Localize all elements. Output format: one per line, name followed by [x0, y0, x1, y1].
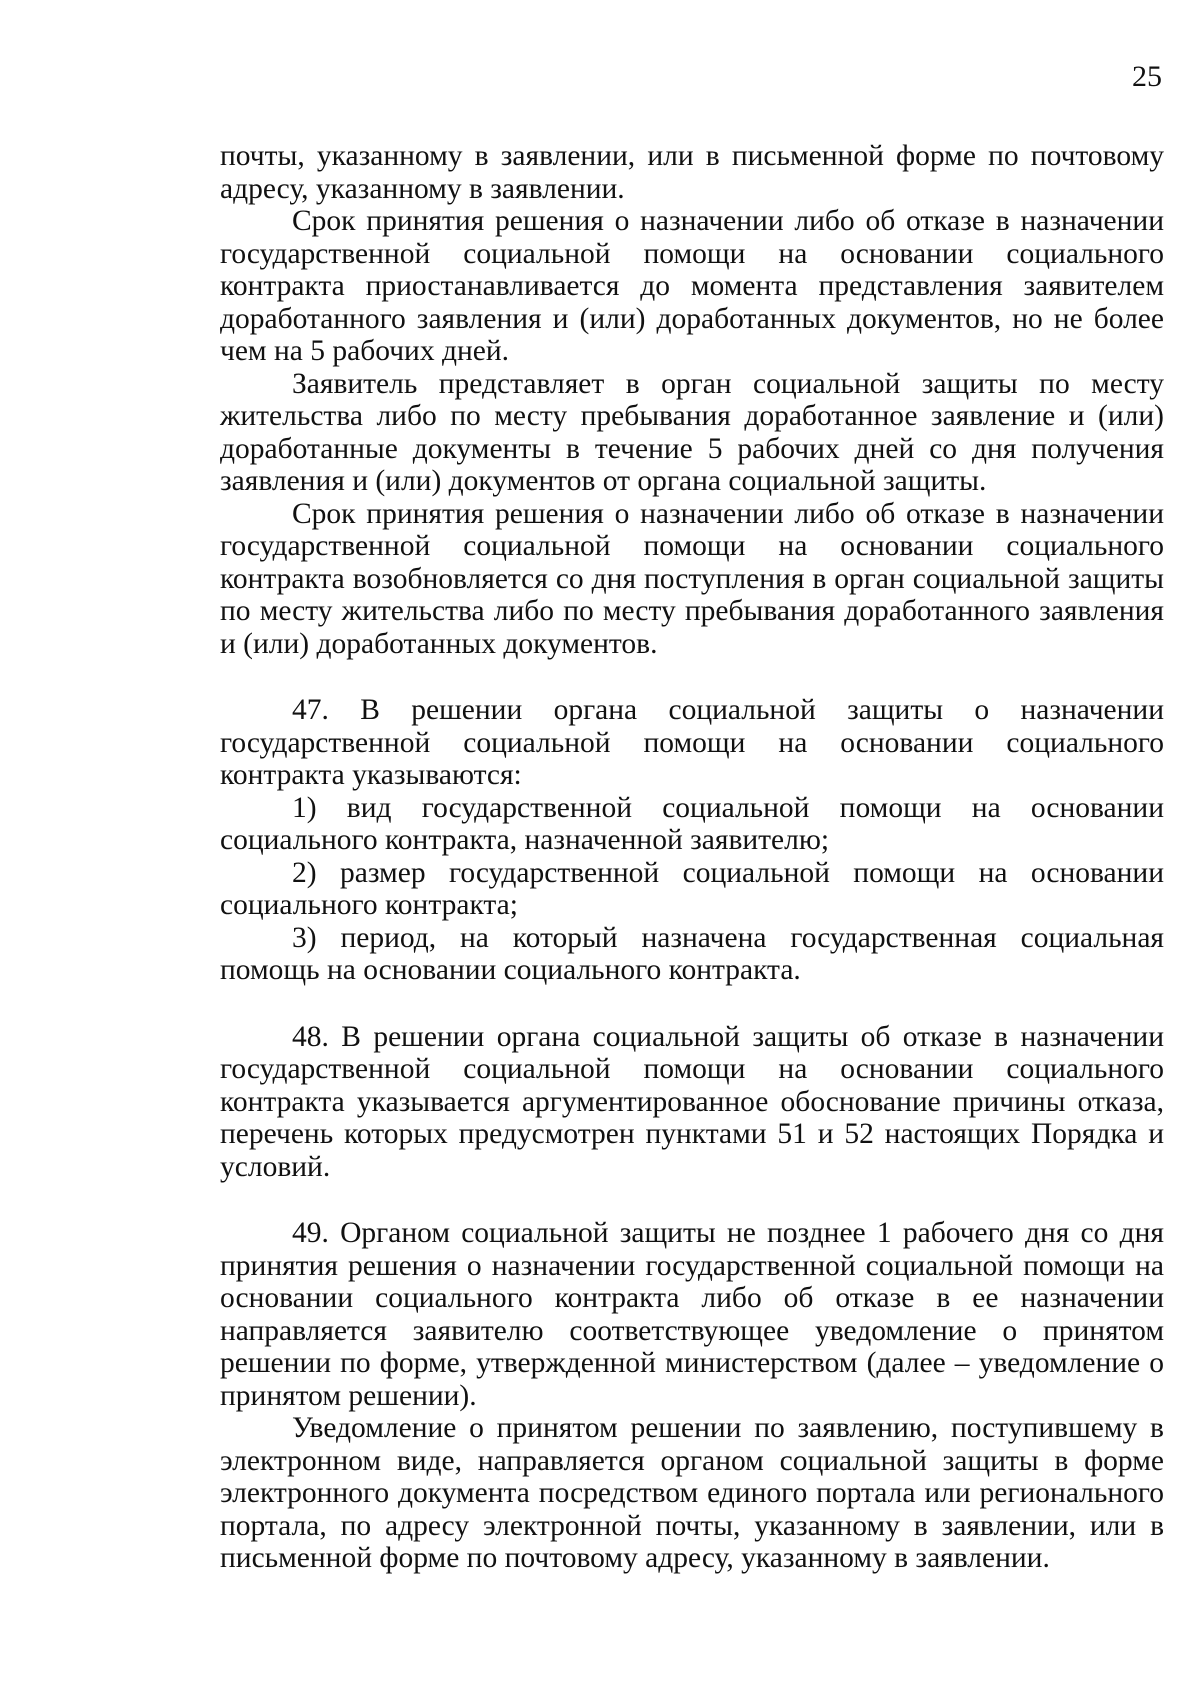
list-item-47-1: 1) вид государственной социальной помощи на основании социального контракта, назначенной заявителю; — [220, 791, 1164, 856]
paragraph-item-49: 49. Органом социальной защиты не позднее 1 рабочего дня со дня принятия решения о назначении государственной социальной помощи на основании социального контракта либо об отказе в ее назначении направляется заявителю соответствующее уведомление о принятом решении по форме, утвержденной министерством (далее – уведомление о принятом решении). — [220, 1217, 1164, 1412]
paragraph-notification: Уведомление о принятом решении по заявлению, поступившему в электронном виде, направляется органом социальной защиты в форме электронного документа посредством единого портала или регионального портала, по адресу электронной почты, указанному в заявлении, или в письменной форме по почтовому адресу, указанному в заявлении. — [220, 1412, 1164, 1574]
paragraph-term-resumed: Срок принятия решения о назначении либо об отказе в назначении государственной социальной помощи на основании социального контракта возобновляется со дня поступления в орган социальной защиты по месту жительства либо по месту пребывания доработанного заявления и (или) доработанных документов. — [220, 497, 1164, 660]
paragraph-item-47: 47. В решении органа социальной защиты о назначении государственной социальной помощи на основании социального контракта указываются: — [220, 694, 1164, 791]
paragraph-item-48: 48. В решении органа социальной защиты об отказе в назначении государственной социальной помощи на основании социального контракта указывается аргументированное обоснование причины отказа, перечень которых предусмотрен пунктами 51 и 52 настоящих Порядка и условий. — [220, 1020, 1164, 1183]
paragraph-continuation: почты, указанному в заявлении, или в письменной форме по почтовому адресу, указанному в заявлении. — [220, 140, 1164, 205]
paragraph-term-suspended: Срок принятия решения о назначении либо об отказе в назначении государственной социальной помощи на основании социального контракта приостанавливается до момента представления заявителем доработанного заявления и (или) доработанных документов, но не более чем на 5 рабочих дней. — [220, 205, 1164, 367]
list-item-47-3: 3) период, на который назначена государственная социальная помощь на основании социального контракта. — [220, 921, 1164, 986]
list-item-47-2: 2) размер государственной социальной помощи на основании социального контракта; — [220, 856, 1164, 921]
page-number: 25 — [1132, 60, 1162, 93]
document-body — [220, 140, 1164, 1575]
paragraph-applicant-submits: Заявитель представляет в орган социальной защиты по месту жительства либо по месту пребывания доработанное заявление и (или) доработанные документы в течение 5 рабочих дней со дня получения заявления и (или) документов от органа социальной защиты. — [220, 367, 1164, 497]
